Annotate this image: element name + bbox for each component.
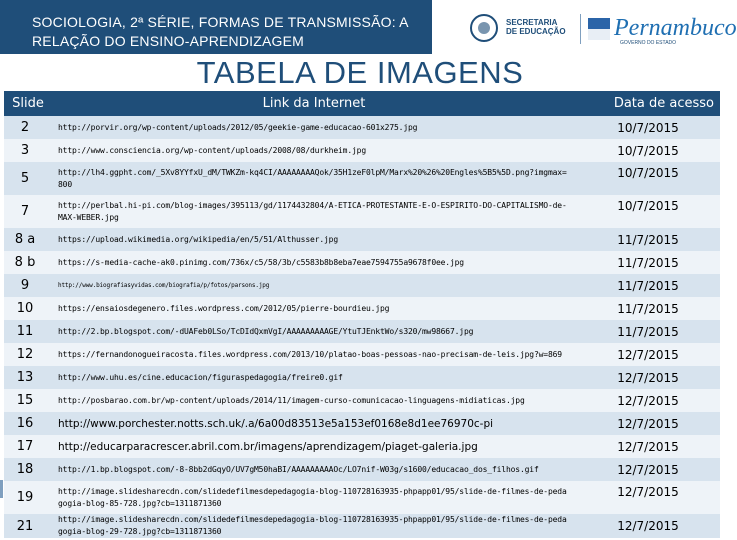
logo-divider — [580, 14, 581, 44]
image-link[interactable]: http://perlbal.hi-pi.com/blog-images/395113/gd/1174432804/A-ETICA-PROTESTANTE-E-O-ESPIRITO-DO-CAPITALISMO-de-MAX-WEBER.jpg — [52, 195, 576, 228]
image-link[interactable]: http://www.biografiasyvidas.com/biografia/p/fotos/parsons.jpg — [52, 274, 576, 297]
slide-number: 10 — [4, 297, 52, 320]
table-row — [4, 274, 720, 297]
government-logo — [470, 12, 737, 48]
table-row — [4, 514, 720, 538]
access-date: 12/7/2015 — [576, 389, 720, 412]
image-link[interactable]: http://www.uhu.es/cine.educacion/figuraspedagogia/freire0.gif — [52, 366, 576, 389]
slide-number: 12 — [4, 343, 52, 366]
slide-number: 2 — [4, 116, 52, 139]
image-link[interactable]: http://image.slidesharecdn.com/slidedefilmesdepedagogia-blog-110728163935-phpapp01/95/slide-de-filmes-de-pedagogia-blog-29-728.jpg?cb=1311871360 — [52, 514, 576, 538]
slide-number: 21 — [4, 514, 52, 538]
slide-number: 5 — [4, 162, 52, 195]
access-date: 12/7/2015 — [576, 481, 720, 514]
table-row — [4, 481, 720, 514]
table-row — [4, 297, 720, 320]
table-row — [4, 343, 720, 366]
image-link[interactable]: http://1.bp.blogspot.com/-8-8bb2dGqyO/UV7gM50haBI/AAAAAAAAAOc/LO7nif-W03g/s1600/educacao_dos_filhos.gif — [52, 458, 576, 481]
access-date: 10/7/2015 — [576, 195, 720, 228]
government-subtitle: GOVERNO DO ESTADO — [620, 40, 677, 46]
table-header-row — [4, 91, 720, 116]
state-seal-icon — [470, 14, 498, 42]
slide-number: 8 b — [4, 251, 52, 274]
table-row — [4, 195, 720, 228]
image-link[interactable]: https://s-media-cache-ak0.pinimg.com/736x/c5/58/3b/c5583b8b8eba7eae7594755a9678f0ee.jpg — [52, 251, 576, 274]
access-date: 12/7/2015 — [576, 435, 720, 458]
image-link[interactable]: http://lh4.ggpht.com/_5Xv8YYfxU_dM/TWKZm-kq4CI/AAAAAAAAQok/35H1zeF0lpM/Marx%20%26%20Engles%5B5%5D.png?imgmax=800 — [52, 162, 576, 195]
image-link[interactable]: https://fernandonogueiracosta.files.wordpress.com/2013/10/platao-boas-pessoas-nao-precisam-de-leis.jpg?w=869 — [52, 343, 576, 366]
access-date: 12/7/2015 — [576, 458, 720, 481]
pernambuco-flag-icon — [588, 18, 610, 40]
secretaria-line-2: DE EDUCAÇÃO — [506, 27, 566, 36]
access-date: 11/7/2015 — [576, 274, 720, 297]
image-link[interactable]: http://2.bp.blogspot.com/-dUAFeb0LSo/TcDIdQxmVgI/AAAAAAAAAGE/YtuTJEnktWo/s320/mw98667.jpg — [52, 320, 576, 343]
table-row — [4, 366, 720, 389]
slide-edge-marker — [0, 480, 3, 498]
slide-number: 18 — [4, 458, 52, 481]
title-banner — [0, 0, 432, 54]
image-link[interactable]: https://upload.wikimedia.org/wikipedia/en/5/51/Althusser.jpg — [52, 228, 576, 251]
access-date: 11/7/2015 — [576, 320, 720, 343]
image-link[interactable]: http://educarparacrescer.abril.com.br/imagens/aprendizagem/piaget-galeria.jpg — [52, 435, 576, 458]
secretaria-line-1: SECRETARIA — [506, 18, 558, 27]
table-row — [4, 320, 720, 343]
image-link[interactable]: http://www.porchester.notts.sch.uk/.a/6a00d83513e5a153ef0168e8d1ee76970c-pi — [52, 412, 576, 435]
subject-line-1: SOCIOLOGIA, 2ª SÉRIE, FORMAS DE TRANSMISSÃO: A — [32, 14, 409, 30]
slide-number: 15 — [4, 389, 52, 412]
access-date: 10/7/2015 — [576, 139, 720, 162]
slide-number: 13 — [4, 366, 52, 389]
slide-number: 7 — [4, 195, 52, 228]
image-link[interactable]: http://www.consciencia.org/wp-content/uploads/2008/08/durkheim.jpg — [52, 139, 576, 162]
slide-number: 16 — [4, 412, 52, 435]
access-date: 11/7/2015 — [576, 297, 720, 320]
access-date: 11/7/2015 — [576, 228, 720, 251]
page-title: TABELA DE IMAGENS — [196, 55, 524, 90]
slide-number: 19 — [4, 481, 52, 514]
column-header-link: Link da Internet — [52, 91, 576, 116]
slide-number: 3 — [4, 139, 52, 162]
slide-number: 8 a — [4, 228, 52, 251]
table-row — [4, 458, 720, 481]
image-link[interactable]: http://porvir.org/wp-content/uploads/2012/05/geekie-game-educacao-601x275.jpg — [52, 116, 576, 139]
slide-number: 9 — [4, 274, 52, 297]
table-body — [4, 116, 720, 538]
access-date: 12/7/2015 — [576, 514, 720, 538]
table-row — [4, 251, 720, 274]
access-date: 11/7/2015 — [576, 251, 720, 274]
table-row — [4, 139, 720, 162]
image-link[interactable]: http://posbarao.com.br/wp-content/uploads/2014/11/imagem-curso-comunicacao-linguagens-midiaticas.jpg — [52, 389, 576, 412]
access-date: 12/7/2015 — [576, 412, 720, 435]
table-row — [4, 435, 720, 458]
image-link[interactable]: http://image.slidesharecdn.com/slidedefilmesdepedagogia-blog-110728163935-phpapp01/95/slide-de-filmes-de-pedagogia-blog-85-728.jpg?cb=1311871360 — [52, 481, 576, 514]
subject-line-2: RELAÇÃO DO ENSINO-APRENDIZAGEM — [32, 33, 305, 49]
access-date: 10/7/2015 — [576, 162, 720, 195]
government-name: Pernambuco — [614, 15, 737, 41]
images-table — [4, 91, 720, 538]
table-row — [4, 412, 720, 435]
secretaria-label — [506, 18, 566, 36]
access-date: 12/7/2015 — [576, 343, 720, 366]
access-date: 12/7/2015 — [576, 366, 720, 389]
slide-number: 17 — [4, 435, 52, 458]
image-link[interactable]: https://ensaiosdegenero.files.wordpress.com/2012/05/pierre-bourdieu.jpg — [52, 297, 576, 320]
slide-number: 11 — [4, 320, 52, 343]
table-row — [4, 162, 720, 195]
table-row — [4, 228, 720, 251]
table-row — [4, 116, 720, 139]
table-row — [4, 389, 720, 412]
access-date: 10/7/2015 — [576, 116, 720, 139]
column-header-date: Data de acesso — [576, 91, 720, 116]
subject-title — [32, 13, 432, 51]
column-header-slide: Slide — [4, 91, 52, 116]
